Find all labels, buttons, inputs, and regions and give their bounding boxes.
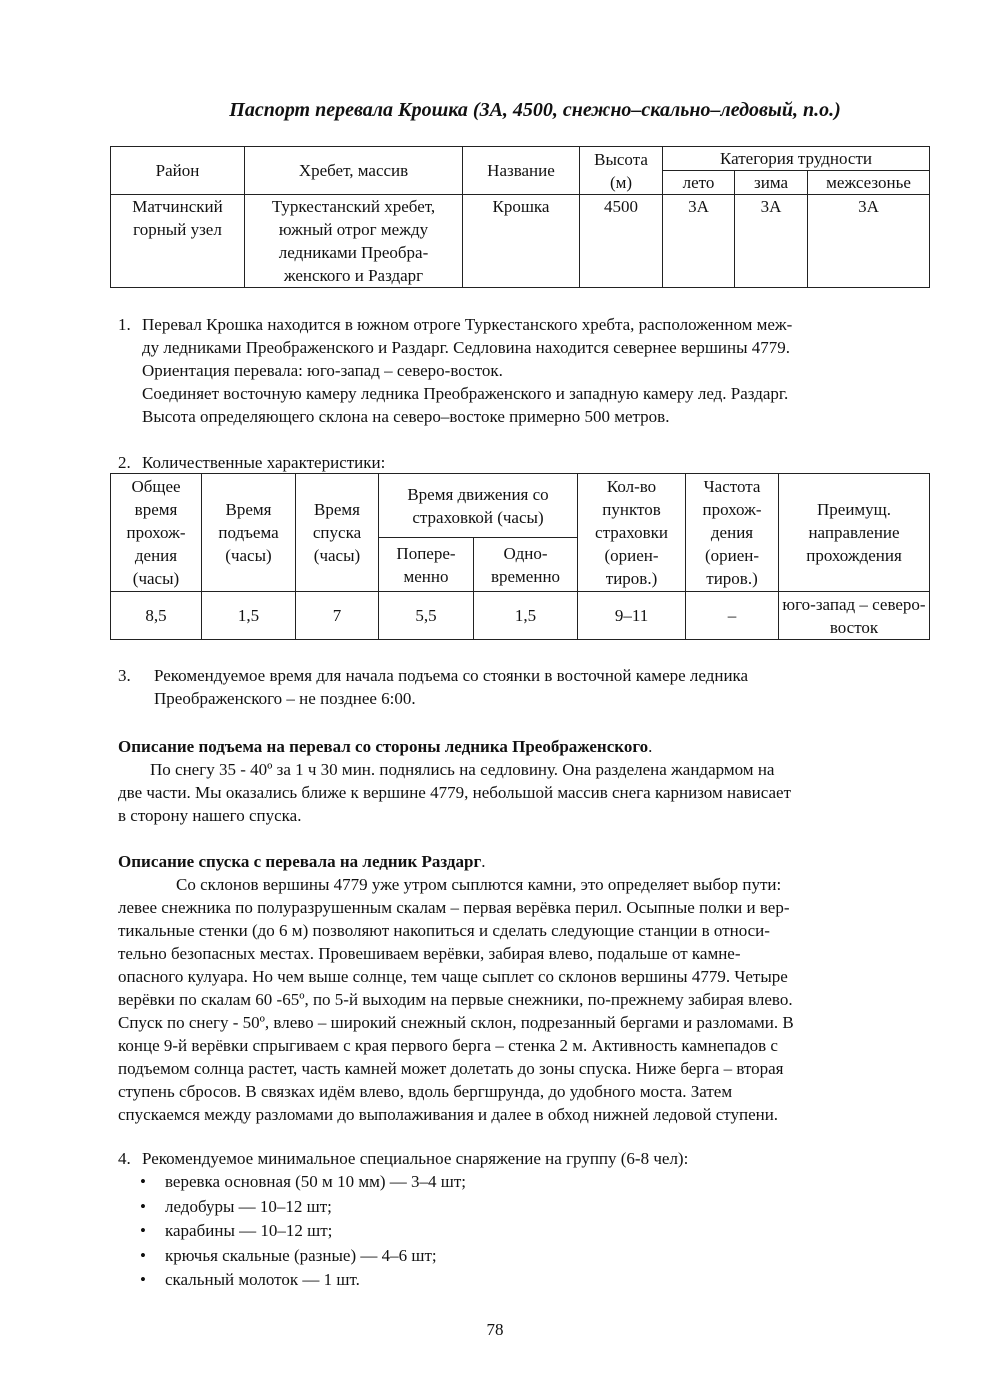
cell-simultaneous: 1,5 bbox=[474, 592, 578, 640]
equipment-list bbox=[140, 1170, 466, 1293]
header-height: Высота (м) bbox=[580, 147, 663, 195]
header-belay-points: Кол-во пунктов страховки (ориен-тиров.) bbox=[578, 474, 686, 592]
cell-ridge: Туркестанский хребет, южный отрог между ледниками Преобра-женского и Раздарг bbox=[245, 195, 463, 288]
header-ascent-time: Время подъема (часы) bbox=[202, 474, 296, 592]
section-1-line: Перевал Крошка находится в южном отроге Туркестанского хребта, расположенном меж- bbox=[142, 315, 793, 334]
cell-frequency: – bbox=[686, 592, 779, 640]
cell-winter: 3А bbox=[735, 195, 808, 288]
bullet-icon: • bbox=[140, 1270, 146, 1289]
cell-name: Крошка bbox=[463, 195, 580, 288]
descent-line: ступень сбросов. В связках идём влево, вдоль бергшрунда, до удобного моста. Затем bbox=[118, 1082, 733, 1101]
bullet-icon: • bbox=[140, 1172, 146, 1191]
descent-line: тикальные стенки (до 6 м) позволяют накопиться и сделать следующие станции в относи- bbox=[118, 921, 770, 940]
section-3 bbox=[118, 664, 928, 710]
section-1 bbox=[118, 313, 928, 428]
ascent-line: в сторону нашего спуска. bbox=[118, 806, 302, 825]
section-1-line: ду ледниками Преображенского и Раздарг. Седловина находится севернее вершины 4779. bbox=[142, 338, 791, 357]
descent-line: Со склонов вершины 4779 уже утром сыплются камни, это определяет выбор пути: bbox=[176, 875, 782, 894]
ascent-heading: Описание подъема на перевал со стороны ледника Преображенского bbox=[118, 737, 649, 756]
section-number: 3. bbox=[118, 666, 131, 685]
cell-ascent-time: 1,5 bbox=[202, 592, 296, 640]
descent-section: Описание спуска с перевала на ледник Раздарг. Со склонов вершины 4779 уже утром сыплются камни, это определяет выбор пути: левее снежника по полуразрушенным скалам – первая верёвка перил. Осыпные полки и вер- тикальные стенки (до 6 м) позволяют накопиться и сделать следующие станции в относи- тельно безопасных местах. Провешиваем верёвки, забирая влево, подальше от камне- опасного кулуара. Но чем выше солнце, тем чаще сыплет со склонов вершины 4779. Четыре верёвки по скалам 60 -65º, по 5-й выходим на первые снежники, по-прежнему забирая влево. Спуск по снегу - 50º, влево – широкий снежный склон, подрезанный бергами и разломами. В конце 9-й верёвки спрыгиваем с края первого берга – стенка 2 м. Активность камнепадов с подъемом солнца растет, часть камней может долетать до зоны спуска. Ниже берга – вторая ступень сбросов. В связках идём влево, вдоль бергшрунда, до удобного моста. Затем спускаемся между разломами до выполаживания и далее в обход нижней ледовой ступени. bbox=[118, 850, 920, 1126]
bullet-icon: • bbox=[140, 1245, 146, 1265]
descent-line: спускаемся между разломами до выполаживания и далее в обход нижней ледовой ступени. bbox=[118, 1105, 779, 1124]
descent-line: конце 9-й верёвки спрыгиваем с края первого берга – стенка 2 м. Активность камнепадов с bbox=[118, 1036, 778, 1055]
descent-line: подъемом солнца растет, часть камней может долетать до зоны спуска. Ниже берга – вторая bbox=[118, 1059, 784, 1078]
stats-table bbox=[110, 473, 930, 640]
passport-table bbox=[110, 146, 930, 288]
section-1-line: Ориентация перевала: юго-запад – северо-восток. bbox=[142, 361, 503, 380]
cell-alternating: 5,5 bbox=[379, 592, 474, 640]
header-category: Категория трудности bbox=[663, 147, 930, 171]
cell-height: 4500 bbox=[580, 195, 663, 288]
header-simultaneous: Одно-временно bbox=[474, 538, 578, 592]
list-item: • крючья скальные (разные) — 4–6 шт; bbox=[140, 1244, 466, 1269]
section-2 bbox=[118, 451, 928, 474]
section-number: 4. bbox=[118, 1149, 131, 1168]
section-3-line: Преображенского – не позднее 6:00. bbox=[154, 689, 416, 708]
cell-descent-time: 7 bbox=[296, 592, 379, 640]
section-1-line: Соединяет восточную камеру ледника Преображенского и западную камеру лед. Раздарг. bbox=[142, 384, 789, 403]
cell-summer: 3А bbox=[663, 195, 735, 288]
header-descent-time: Время спуска (часы) bbox=[296, 474, 379, 592]
section-4-heading: Рекомендуемое минимальное специальное снаряжение на группу (6-8 чел): bbox=[142, 1149, 689, 1168]
page-title: Паспорт перевала Крошка (3А, 4500, снежно–скально–ледовый, п.о.) bbox=[229, 99, 841, 121]
ascent-section: Описание подъема на перевал со стороны ледника Преображенского. По снегу 35 - 40º за 1 ч 30 мин. поднялись на седловину. Она разделена жандармом на две части. Мы оказались ближе к вершине 4779, небольшой массив снега карнизом нависает в сторону нашего спуска. bbox=[118, 735, 920, 827]
ascent-line: По снегу 35 - 40º за 1 ч 30 мин. поднялись на седловину. Она разделена жандармом на bbox=[150, 760, 775, 779]
section-number: 1. bbox=[118, 315, 131, 334]
list-item: • карабины — 10–12 шт; bbox=[140, 1219, 466, 1244]
section-2-heading: Количественные характеристики: bbox=[142, 453, 386, 472]
descent-line: Спуск по снегу - 50º, влево – широкий снежный склон, подрезанный бергами и разломами. В bbox=[118, 1013, 794, 1032]
header-offseason: межсезонье bbox=[808, 171, 930, 195]
section-4 bbox=[118, 1147, 928, 1170]
header-winter: зима bbox=[735, 171, 808, 195]
descent-heading: Описание спуска с перевала на ледник Раздарг bbox=[118, 852, 482, 871]
list-item: • скальный молоток — 1 шт. bbox=[140, 1268, 466, 1293]
header-alternating: Попере-менно bbox=[379, 538, 474, 592]
header-ridge: Хребет, массив bbox=[245, 147, 463, 195]
list-item: • ледобуры — 10–12 шт; bbox=[140, 1195, 466, 1220]
cell-region: Матчинский горный узел bbox=[111, 195, 245, 288]
descent-line: левее снежника по полуразрушенным скалам – первая верёвка перил. Осыпные полки и вер- bbox=[118, 898, 790, 917]
cell-direction: юго-запад – северо-восток bbox=[779, 592, 930, 640]
header-belay-time: Время движения со страховкой (часы) bbox=[379, 474, 578, 538]
descent-line: верёвки по скалам 60 -65º, по 5-й выходим на первые снежники, по-прежнему забирая влево. bbox=[118, 990, 793, 1009]
section-3-line: Рекомендуемое время для начала подъема со стоянки в восточной камере ледника bbox=[154, 666, 749, 685]
bullet-icon: • bbox=[140, 1196, 146, 1216]
section-1-line: Высота определяющего склона на северо–востоке примерно 500 метров. bbox=[142, 407, 670, 426]
descent-line: тельно безопасных местах. Провешиваем верёвки, забирая влево, подальше от камне- bbox=[118, 944, 741, 963]
list-item: • веревка основная (50 м 10 мм) — 3–4 шт; bbox=[140, 1170, 466, 1195]
header-name: Название bbox=[463, 147, 580, 195]
header-direction: Преимущ. направление прохождения bbox=[779, 474, 930, 592]
page-number: 78 bbox=[486, 1320, 504, 1339]
ascent-line: две части. Мы оказались ближе к вершине 4779, небольшой массив снега карнизом нависает bbox=[118, 783, 792, 802]
header-region: Район bbox=[111, 147, 245, 195]
section-number: 2. bbox=[118, 453, 131, 472]
header-total-time: Общее время прохож-дения (часы) bbox=[111, 474, 202, 592]
header-summer: лето bbox=[663, 171, 735, 195]
descent-line: опасного кулуара. Но чем выше солнце, тем чаще сыплет со склонов вершины 4779. Четыре bbox=[118, 967, 788, 986]
header-frequency: Частота прохож-дения (ориен-тиров.) bbox=[686, 474, 779, 592]
cell-offseason: 3А bbox=[808, 195, 930, 288]
bullet-icon: • bbox=[140, 1221, 146, 1240]
cell-belay-points: 9–11 bbox=[578, 592, 686, 640]
cell-total-time: 8,5 bbox=[111, 592, 202, 640]
